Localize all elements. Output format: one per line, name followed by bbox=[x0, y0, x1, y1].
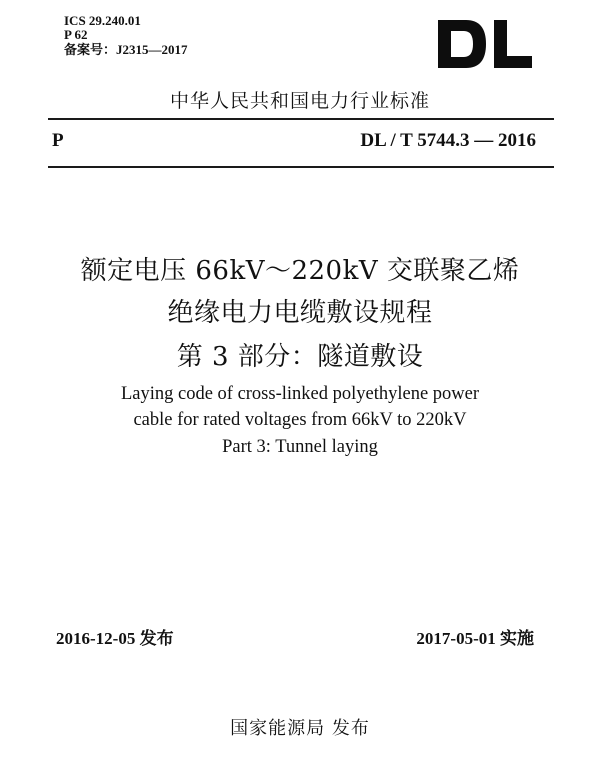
english-title-line-3: Part 3: Tunnel laying bbox=[222, 437, 378, 457]
classification-code: P bbox=[52, 130, 64, 151]
record-number: 备案号：J2315—2017 bbox=[64, 42, 188, 57]
implementation-date: 2017-05-01 实施 bbox=[416, 629, 534, 648]
chinese-title-line-2: 绝缘电力电缆敷设规程 bbox=[167, 298, 433, 328]
ccs-code: P 62 bbox=[64, 27, 88, 42]
publisher: 国家能源局 发布 bbox=[230, 718, 370, 739]
ics-code: ICS 29.240.01 bbox=[64, 13, 141, 28]
top-divider bbox=[48, 118, 554, 120]
issue-date: 2016-12-05 发布 bbox=[56, 629, 174, 648]
standard-number: DL / T 5744.3 — 2016 bbox=[360, 130, 536, 151]
bottom-divider bbox=[48, 166, 554, 168]
chinese-title-line-1: 额定电压 66kV～220kV 交联聚乙烯 bbox=[80, 256, 520, 286]
chinese-title-line-3: 第 3 部分：隧道敷设 bbox=[176, 342, 424, 372]
english-title-line-2: cable for rated voltages from 66kV to 220kV bbox=[133, 410, 467, 430]
english-title-line-1: Laying code of cross-linked polyethylene power bbox=[120, 384, 480, 404]
dl-logo bbox=[436, 18, 536, 70]
industry-standard-heading: 中华人民共和国电力行业标准 bbox=[169, 90, 430, 112]
